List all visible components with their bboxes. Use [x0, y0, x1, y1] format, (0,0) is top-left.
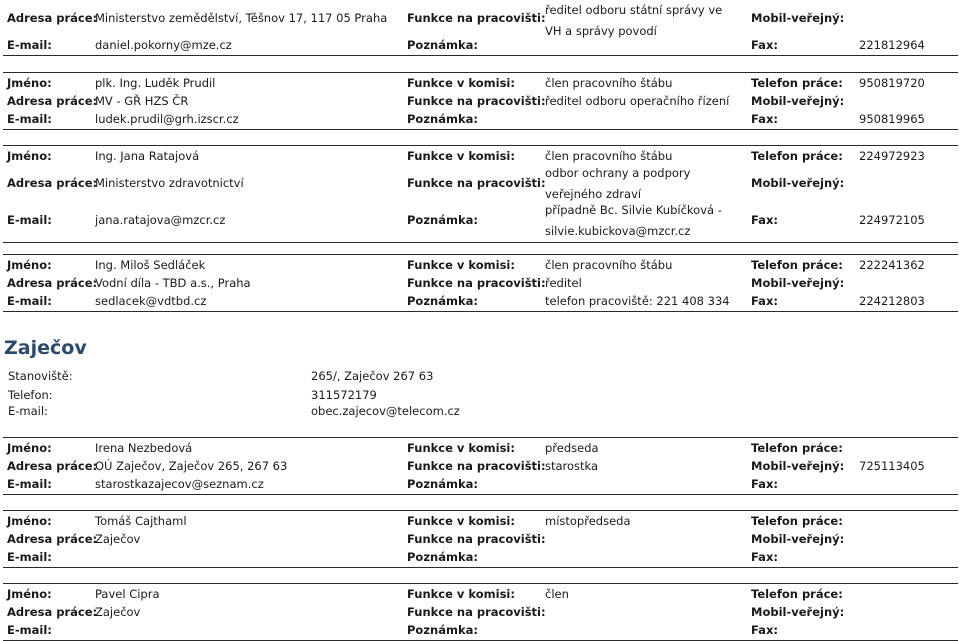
fax-value: 221812964 — [859, 38, 925, 52]
label-funkce-pracoviste: Funkce na pracovišti: — [407, 459, 546, 473]
label-mobil: Mobil-veřejný: — [751, 532, 845, 546]
label-funkce-komise: Funkce v komisi: — [407, 441, 515, 455]
fax-value: 224212803 — [859, 294, 925, 308]
contact-card — [3, 72, 958, 130]
label-mobil: Mobil-veřejný: — [751, 605, 845, 619]
label-adresa: Adresa práce: — [7, 605, 98, 619]
label-poznamka: Poznámka: — [407, 112, 478, 126]
email-link[interactable]: sedlacek@vdtbd.cz — [95, 294, 207, 308]
funkce-komise-value: místopředseda — [545, 514, 631, 528]
contact-card — [3, 145, 958, 243]
funkce-pracoviste-value: ředitel odboru operačního řízení — [545, 94, 730, 108]
label-telefon: Telefon práce: — [751, 149, 843, 163]
label-funkce-pracoviste: Funkce na pracovišti: — [407, 11, 546, 25]
funkce-komise-value: člen pracovního štábu — [545, 149, 673, 163]
label-telefon: Telefon práce: — [751, 258, 843, 272]
label-jmeno: Jméno: — [7, 76, 52, 90]
label-fax: Fax: — [751, 38, 778, 52]
label-email: E-mail: — [7, 550, 52, 564]
label-funkce-pracoviste: Funkce na pracovišti: — [407, 532, 546, 546]
info-value-email[interactable]: obec.zajecov@telecom.cz — [311, 404, 460, 418]
section-title: Zaječov — [4, 337, 87, 359]
poznamka-value: telefon pracoviště: 221 408 334 — [545, 294, 730, 308]
label-adresa: Adresa práce: — [7, 532, 98, 546]
label-funkce-komise: Funkce v komisi: — [407, 587, 515, 601]
label-adresa: Adresa práce: — [7, 94, 98, 108]
label-funkce-komise: Funkce v komisi: — [407, 149, 515, 163]
label-telefon: Telefon práce: — [751, 587, 843, 601]
label-email: E-mail: — [7, 294, 52, 308]
jmeno-value: Ing. Jana Ratajová — [95, 149, 200, 163]
fax-value: 950819965 — [859, 112, 925, 126]
label-fax: Fax: — [751, 294, 778, 308]
label-jmeno: Jméno: — [7, 514, 52, 528]
label-mobil: Mobil-veřejný: — [751, 94, 845, 108]
contact-card — [3, 0, 958, 56]
mobil-value: 725113405 — [859, 459, 925, 473]
email-link[interactable]: starostkazajecov@seznam.cz — [95, 477, 264, 491]
label-jmeno: Jméno: — [7, 258, 52, 272]
label-adresa: Adresa práce: — [7, 276, 98, 290]
label-jmeno: Jméno: — [7, 441, 52, 455]
label-funkce-pracoviste: Funkce na pracovišti: — [407, 605, 546, 619]
label-email: E-mail: — [7, 213, 52, 227]
label-poznamka: Poznámka: — [407, 38, 478, 52]
label-adresa: Adresa práce: — [7, 176, 98, 190]
label-jmeno: Jméno: — [7, 587, 52, 601]
label-mobil: Mobil-veřejný: — [751, 459, 845, 473]
label-fax: Fax: — [751, 213, 778, 227]
label-poznamka: Poznámka: — [407, 477, 478, 491]
label-poznamka: Poznámka: — [407, 294, 478, 308]
label-funkce-komise: Funkce v komisi: — [407, 258, 515, 272]
adresa-value: Zaječov — [95, 605, 141, 619]
fax-value: 224972105 — [859, 213, 925, 227]
jmeno-value: Tomáš Cajthaml — [95, 514, 187, 528]
label-telefon: Telefon práce: — [751, 514, 843, 528]
telefon-value: 950819720 — [859, 76, 925, 90]
jmeno-value: plk. Ing. Luděk Prudil — [95, 76, 216, 90]
funkce-pracoviste-value: starostka — [545, 459, 599, 473]
adresa-value: Ministerstvo zemědělství, Těšnov 17, 117 05 Praha — [95, 11, 388, 25]
jmeno-value: Pavel Cipra — [95, 587, 160, 601]
adresa-value: OÚ Zaječov, Zaječov 265, 267 63 — [95, 459, 288, 473]
label-poznamka: Poznámka: — [407, 213, 478, 227]
info-value-stanoviste: 265/, Zaječov 267 63 — [311, 369, 434, 383]
adresa-value: Ministerstvo zdravotnictví — [95, 176, 244, 190]
label-adresa: Adresa práce: — [7, 459, 98, 473]
email-link[interactable]: daniel.pokorny@mze.cz — [95, 38, 232, 52]
label-mobil: Mobil-veřejný: — [751, 176, 845, 190]
label-jmeno: Jméno: — [7, 149, 52, 163]
funkce-komise-value: člen pracovního štábu — [545, 258, 673, 272]
label-mobil: Mobil-veřejný: — [751, 11, 845, 25]
contact-card — [3, 510, 958, 568]
label-poznamka: Poznámka: — [407, 550, 478, 564]
label-funkce-pracoviste: Funkce na pracovišti: — [407, 276, 546, 290]
contact-card — [3, 437, 958, 495]
label-fax: Fax: — [751, 477, 778, 491]
label-adresa: Adresa práce: — [7, 11, 98, 25]
info-label-stanoviste: Stanoviště: — [8, 369, 73, 383]
label-mobil: Mobil-veřejný: — [751, 276, 845, 290]
adresa-value: Vodní díla - TBD a.s., Praha — [95, 276, 251, 290]
label-email: E-mail: — [7, 38, 52, 52]
jmeno-value: Ing. Miloš Sedláček — [95, 258, 206, 272]
funkce-komise-value: člen pracovního štábu — [545, 76, 673, 90]
poznamka-value: případně Bc. Silvie Kubíčková - silvie.kubickova@mzcr.cz — [545, 203, 722, 238]
label-funkce-komise: Funkce v komisi: — [407, 514, 515, 528]
label-email: E-mail: — [7, 477, 52, 491]
label-funkce-komise: Funkce v komisi: — [407, 76, 515, 90]
label-fax: Fax: — [751, 623, 778, 637]
funkce-komise-value: předseda — [545, 441, 599, 455]
label-email: E-mail: — [7, 112, 52, 126]
label-fax: Fax: — [751, 112, 778, 126]
email-link[interactable]: jana.ratajova@mzcr.cz — [95, 213, 226, 227]
adresa-value: MV - GŘ HZS ČR — [95, 94, 189, 108]
label-telefon: Telefon práce: — [751, 76, 843, 90]
contact-card — [3, 254, 958, 312]
funkce-pracoviste-value: ředitel odboru státní správy ve VH a správy povodí — [545, 3, 723, 38]
adresa-value: Zaječov — [95, 532, 141, 546]
jmeno-value: Irena Nezbedová — [95, 441, 193, 455]
telefon-value: 224972923 — [859, 149, 925, 163]
label-fax: Fax: — [751, 550, 778, 564]
funkce-pracoviste-value: ředitel — [545, 276, 582, 290]
label-email: E-mail: — [7, 623, 52, 637]
contact-card — [3, 583, 958, 641]
label-funkce-pracoviste: Funkce na pracovišti: — [407, 176, 546, 190]
label-poznamka: Poznámka: — [407, 623, 478, 637]
info-label-email: E-mail: — [8, 404, 48, 418]
email-link[interactable]: ludek.prudil@grh.izscr.cz — [95, 112, 239, 126]
telefon-value: 222241362 — [859, 258, 925, 272]
label-telefon: Telefon práce: — [751, 441, 843, 455]
funkce-komise-value: člen — [545, 587, 569, 601]
label-funkce-pracoviste: Funkce na pracovišti: — [407, 94, 546, 108]
info-label-telefon: Telefon: — [8, 388, 53, 402]
info-value-telefon: 311572179 — [311, 388, 377, 402]
funkce-pracoviste-value: odbor ochrany a podpory veřejného zdraví — [545, 166, 691, 201]
